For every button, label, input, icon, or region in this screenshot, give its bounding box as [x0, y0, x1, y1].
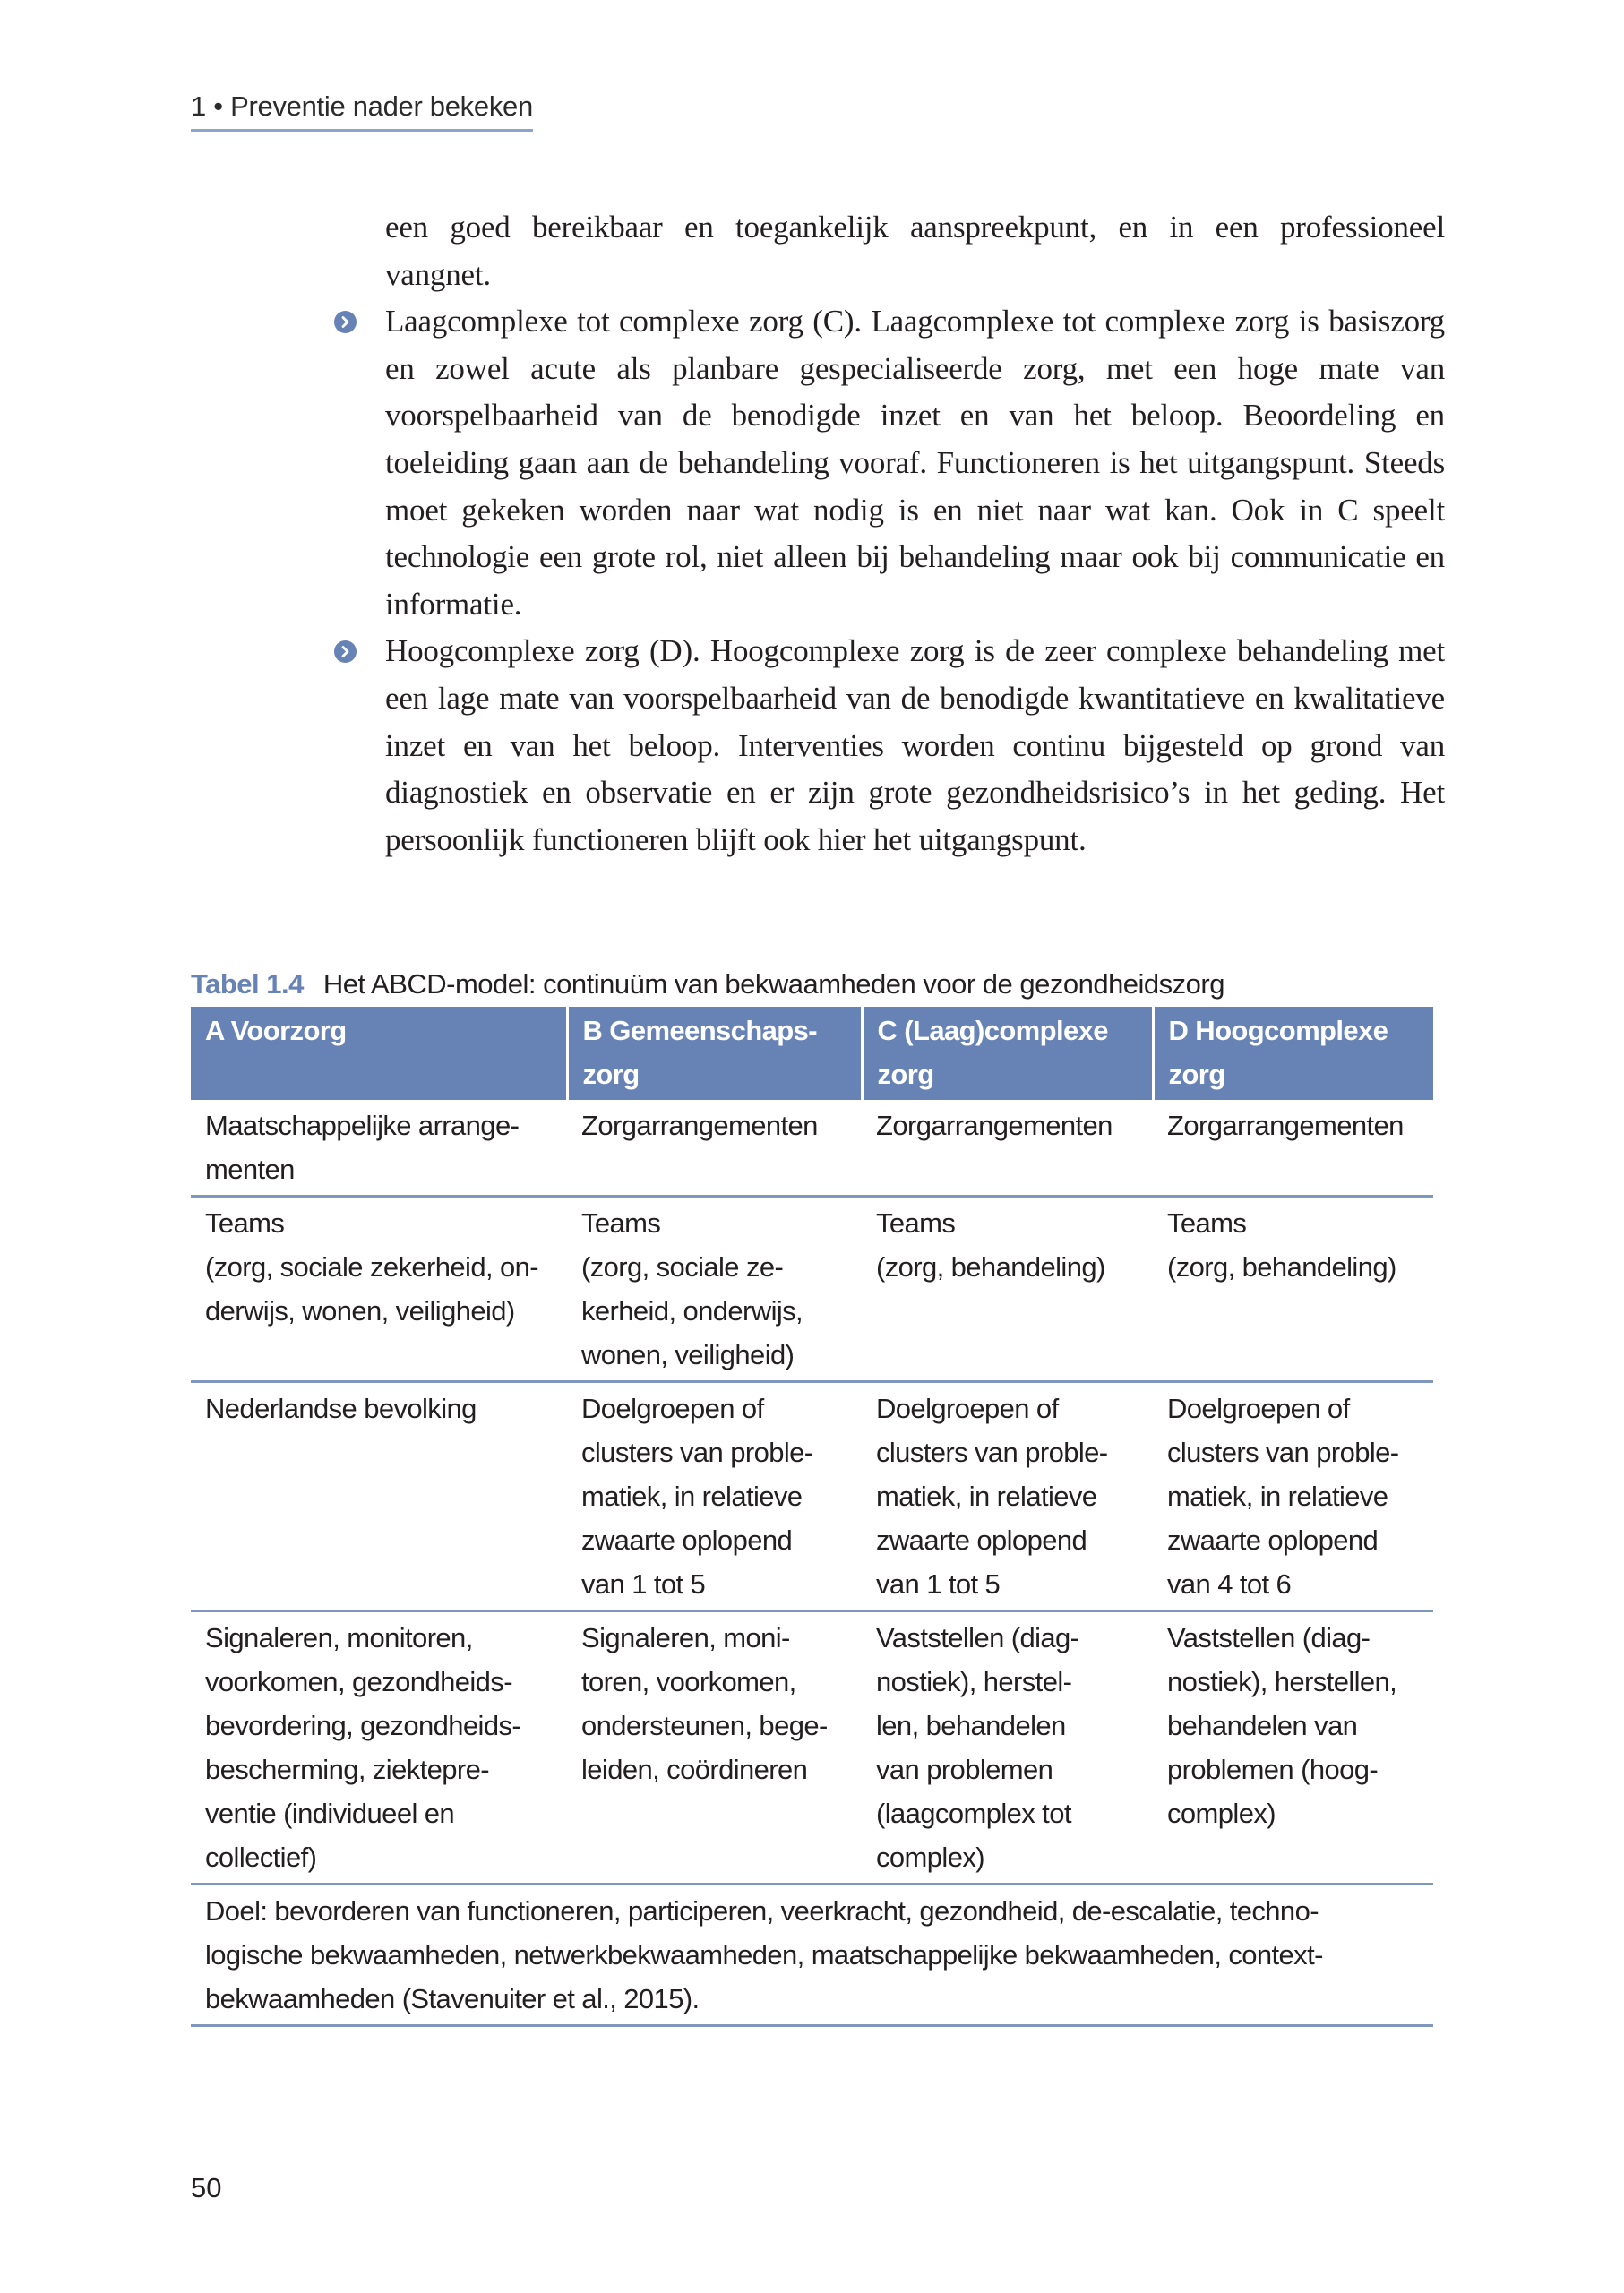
- table-footer-cell: [191, 1885, 1433, 2026]
- footer-line: bekwaamheden (Stavenuiter et al., 2015).: [205, 1983, 700, 2014]
- cell-line: complex): [876, 1842, 984, 1873]
- table-row: [191, 1611, 1433, 1885]
- table-row: [191, 1197, 1433, 1382]
- cell-line: voorkomen, gezondheids-: [205, 1666, 512, 1697]
- cell-line: Zorgarrangementen: [876, 1110, 1113, 1141]
- cell-line: Teams: [581, 1207, 661, 1239]
- table-cell: [567, 1611, 862, 1885]
- cell-line: kerheid, onderwijs,: [581, 1295, 803, 1327]
- cell-line: nostiek), herstel-: [876, 1666, 1072, 1697]
- cell-line: Teams: [876, 1207, 956, 1239]
- header-text: D Hoogcomplexe: [1168, 1015, 1388, 1046]
- cell-line: (zorg, sociale ze-: [581, 1251, 784, 1283]
- table-cell: [567, 1382, 862, 1611]
- cell-line: Teams: [1167, 1207, 1247, 1239]
- table-row: [191, 1100, 1433, 1197]
- cell-line: Doelgroepen of: [1167, 1393, 1350, 1424]
- cell-line: bevordering, gezondheids-: [205, 1710, 521, 1741]
- cell-line: Nederlandse bevolking: [205, 1393, 477, 1424]
- cell-line: bescherming, ziektepre-: [205, 1754, 490, 1785]
- bullet-item-d: [385, 628, 1445, 863]
- cell-line: van 1 tot 5: [876, 1568, 1001, 1600]
- table-cell: [862, 1611, 1153, 1885]
- cell-line: (zorg, sociale zekerheid, on-: [205, 1251, 539, 1283]
- cell-line: clusters van proble-: [876, 1437, 1108, 1468]
- cell-line: clusters van proble-: [1167, 1437, 1399, 1468]
- header-b-gemeenschapszorg: [567, 1007, 862, 1100]
- header-c-laagcomplexe-zorg: [862, 1007, 1153, 1100]
- header-text: zorg: [1168, 1059, 1225, 1090]
- table-cell: [862, 1197, 1153, 1382]
- cell-line: (zorg, behandeling): [1167, 1251, 1396, 1283]
- chevron-right-circle-icon: [334, 311, 357, 333]
- cell-line: leiden, coördineren: [581, 1754, 808, 1785]
- cell-line: Signaleren, moni-: [581, 1622, 790, 1653]
- cell-line: menten: [205, 1154, 295, 1185]
- header-text: A Voorzorg: [205, 1015, 347, 1046]
- header-d-hoogcomplexe-zorg: [1153, 1007, 1433, 1100]
- table-cell: [1153, 1611, 1433, 1885]
- table-cell: [862, 1382, 1153, 1611]
- header-text: B Gemeenschaps-: [582, 1015, 817, 1046]
- cell-line: Vaststellen (diag-: [1167, 1622, 1371, 1653]
- cell-line: matiek, in relatieve: [581, 1481, 803, 1512]
- table-title: Het ABCD-model: continuüm van bekwaamheden voor de gezondheidszorg: [322, 968, 1224, 1000]
- cell-line: van 1 tot 5: [581, 1568, 706, 1600]
- cell-line: zwaarte oplopend: [1167, 1524, 1379, 1556]
- text-line: een goed bereikbaar en toegankelijk aanspreekpunt, en in een professioneel: [385, 210, 1445, 245]
- table-row: [191, 1382, 1433, 1611]
- table-caption: [191, 967, 1224, 1001]
- cell-line: derwijs, wonen, veiligheid): [205, 1295, 515, 1327]
- table-cell: [567, 1100, 862, 1197]
- cell-line: problemen (hoog-: [1167, 1754, 1379, 1785]
- cell-line: nostiek), herstellen,: [1167, 1666, 1397, 1697]
- cell-line: wonen, veiligheid): [581, 1339, 795, 1370]
- cell-line: toren, voorkomen,: [581, 1666, 796, 1697]
- cell-line: Zorgarrangementen: [1167, 1110, 1404, 1141]
- table-cell: [862, 1100, 1153, 1197]
- cell-line: clusters van proble-: [581, 1437, 813, 1468]
- table-cell: [567, 1197, 862, 1382]
- table-cell: [191, 1100, 567, 1197]
- footer-line: logische bekwaamheden, netwerkbekwaamheden, maatschappelijke bekwaamheden, context-: [205, 1939, 1323, 1971]
- cell-line: Zorgarrangementen: [581, 1110, 818, 1141]
- page-number: 50: [191, 2172, 222, 2203]
- table-cell: [191, 1382, 567, 1611]
- table-label: Tabel 1.4: [191, 968, 304, 1000]
- cell-line: len, behandelen: [876, 1710, 1066, 1741]
- cell-line: matiek, in relatieve: [876, 1481, 1097, 1512]
- cell-line: complex): [1167, 1798, 1276, 1829]
- header-text: zorg: [582, 1059, 640, 1090]
- cell-line: Doelgroepen of: [876, 1393, 1059, 1424]
- bullet-item-c: [385, 298, 1445, 628]
- cell-line: Vaststellen (diag-: [876, 1622, 1079, 1653]
- table-footer-row: [191, 1885, 1433, 2026]
- header-text: zorg: [877, 1059, 934, 1090]
- cell-line: collectief): [205, 1842, 317, 1873]
- cell-line: zwaarte oplopend: [581, 1524, 793, 1556]
- bullet-text: Hoogcomplexe zorg (D). Hoogcomplexe zorg is de zeer complexe behandeling met een lage mate van voorspelbaarheid van de benodigde kwantitatieve en kwalitatieve inzet en van het beloop. Interventies worden continu bijgesteld op grond van diagnostiek en observatie en er zijn grote gezondheidsrisico’s in het geding. Het persoonlijk functioneren blijft ook hier het uitgangspunt.: [385, 633, 1445, 857]
- table-cell: [1153, 1382, 1433, 1611]
- cell-line: Teams: [205, 1207, 285, 1239]
- cell-line: (zorg, behandeling): [876, 1251, 1105, 1283]
- cell-line: Signaleren, monitoren,: [205, 1622, 473, 1653]
- cell-line: Maatschappelijke arrange-: [205, 1110, 520, 1141]
- cell-line: ventie (individueel en: [205, 1798, 455, 1829]
- continuation-paragraph: [385, 204, 1445, 298]
- abcd-model-table: [191, 1007, 1433, 2027]
- cell-line: zwaarte oplopend: [876, 1524, 1087, 1556]
- header-a-voorzorg: [191, 1007, 567, 1100]
- table-cell: [191, 1611, 567, 1885]
- chevron-right-circle-icon: [334, 640, 357, 663]
- table-header-row: [191, 1007, 1433, 1100]
- footer-line: Doel: bevorderen van functioneren, participeren, veerkracht, gezondheid, de-escalatie, techno-: [205, 1895, 1319, 1927]
- cell-line: van 4 tot 6: [1167, 1568, 1292, 1600]
- text-line: vangnet.: [385, 256, 491, 292]
- table-cell: [1153, 1197, 1433, 1382]
- body-text: [385, 204, 1445, 863]
- cell-line: behandelen van: [1167, 1710, 1358, 1741]
- table-cell: [1153, 1100, 1433, 1197]
- bullet-text: Laagcomplexe tot complexe zorg (C). Laagcomplexe tot complexe zorg is basiszorg en zowel acute als planbare gespecialiseerde zorg, met een hoge mate van voorspelbaarheid van de benodigde inzet en van het beloop. Beoordeling en toeleiding gaan aan de behandeling vooraf. Functioneren is het uitgangspunt. Steeds moet gekeken worden naar wat nodig is en niet naar wat kan. Ook in C speelt technologie een grote rol, niet alleen bij behandeling maar ook bij communicatie en informatie.: [385, 304, 1445, 622]
- header-text: C (Laag)complexe: [877, 1015, 1108, 1046]
- cell-line: Doelgroepen of: [581, 1393, 764, 1424]
- cell-line: ondersteunen, bege-: [581, 1710, 828, 1741]
- cell-line: van problemen: [876, 1754, 1053, 1785]
- cell-line: matiek, in relatieve: [1167, 1481, 1388, 1512]
- cell-line: (laagcomplex tot: [876, 1798, 1071, 1829]
- table-cell: [191, 1197, 567, 1382]
- running-head: 1 • Preventie nader bekeken: [191, 90, 533, 132]
